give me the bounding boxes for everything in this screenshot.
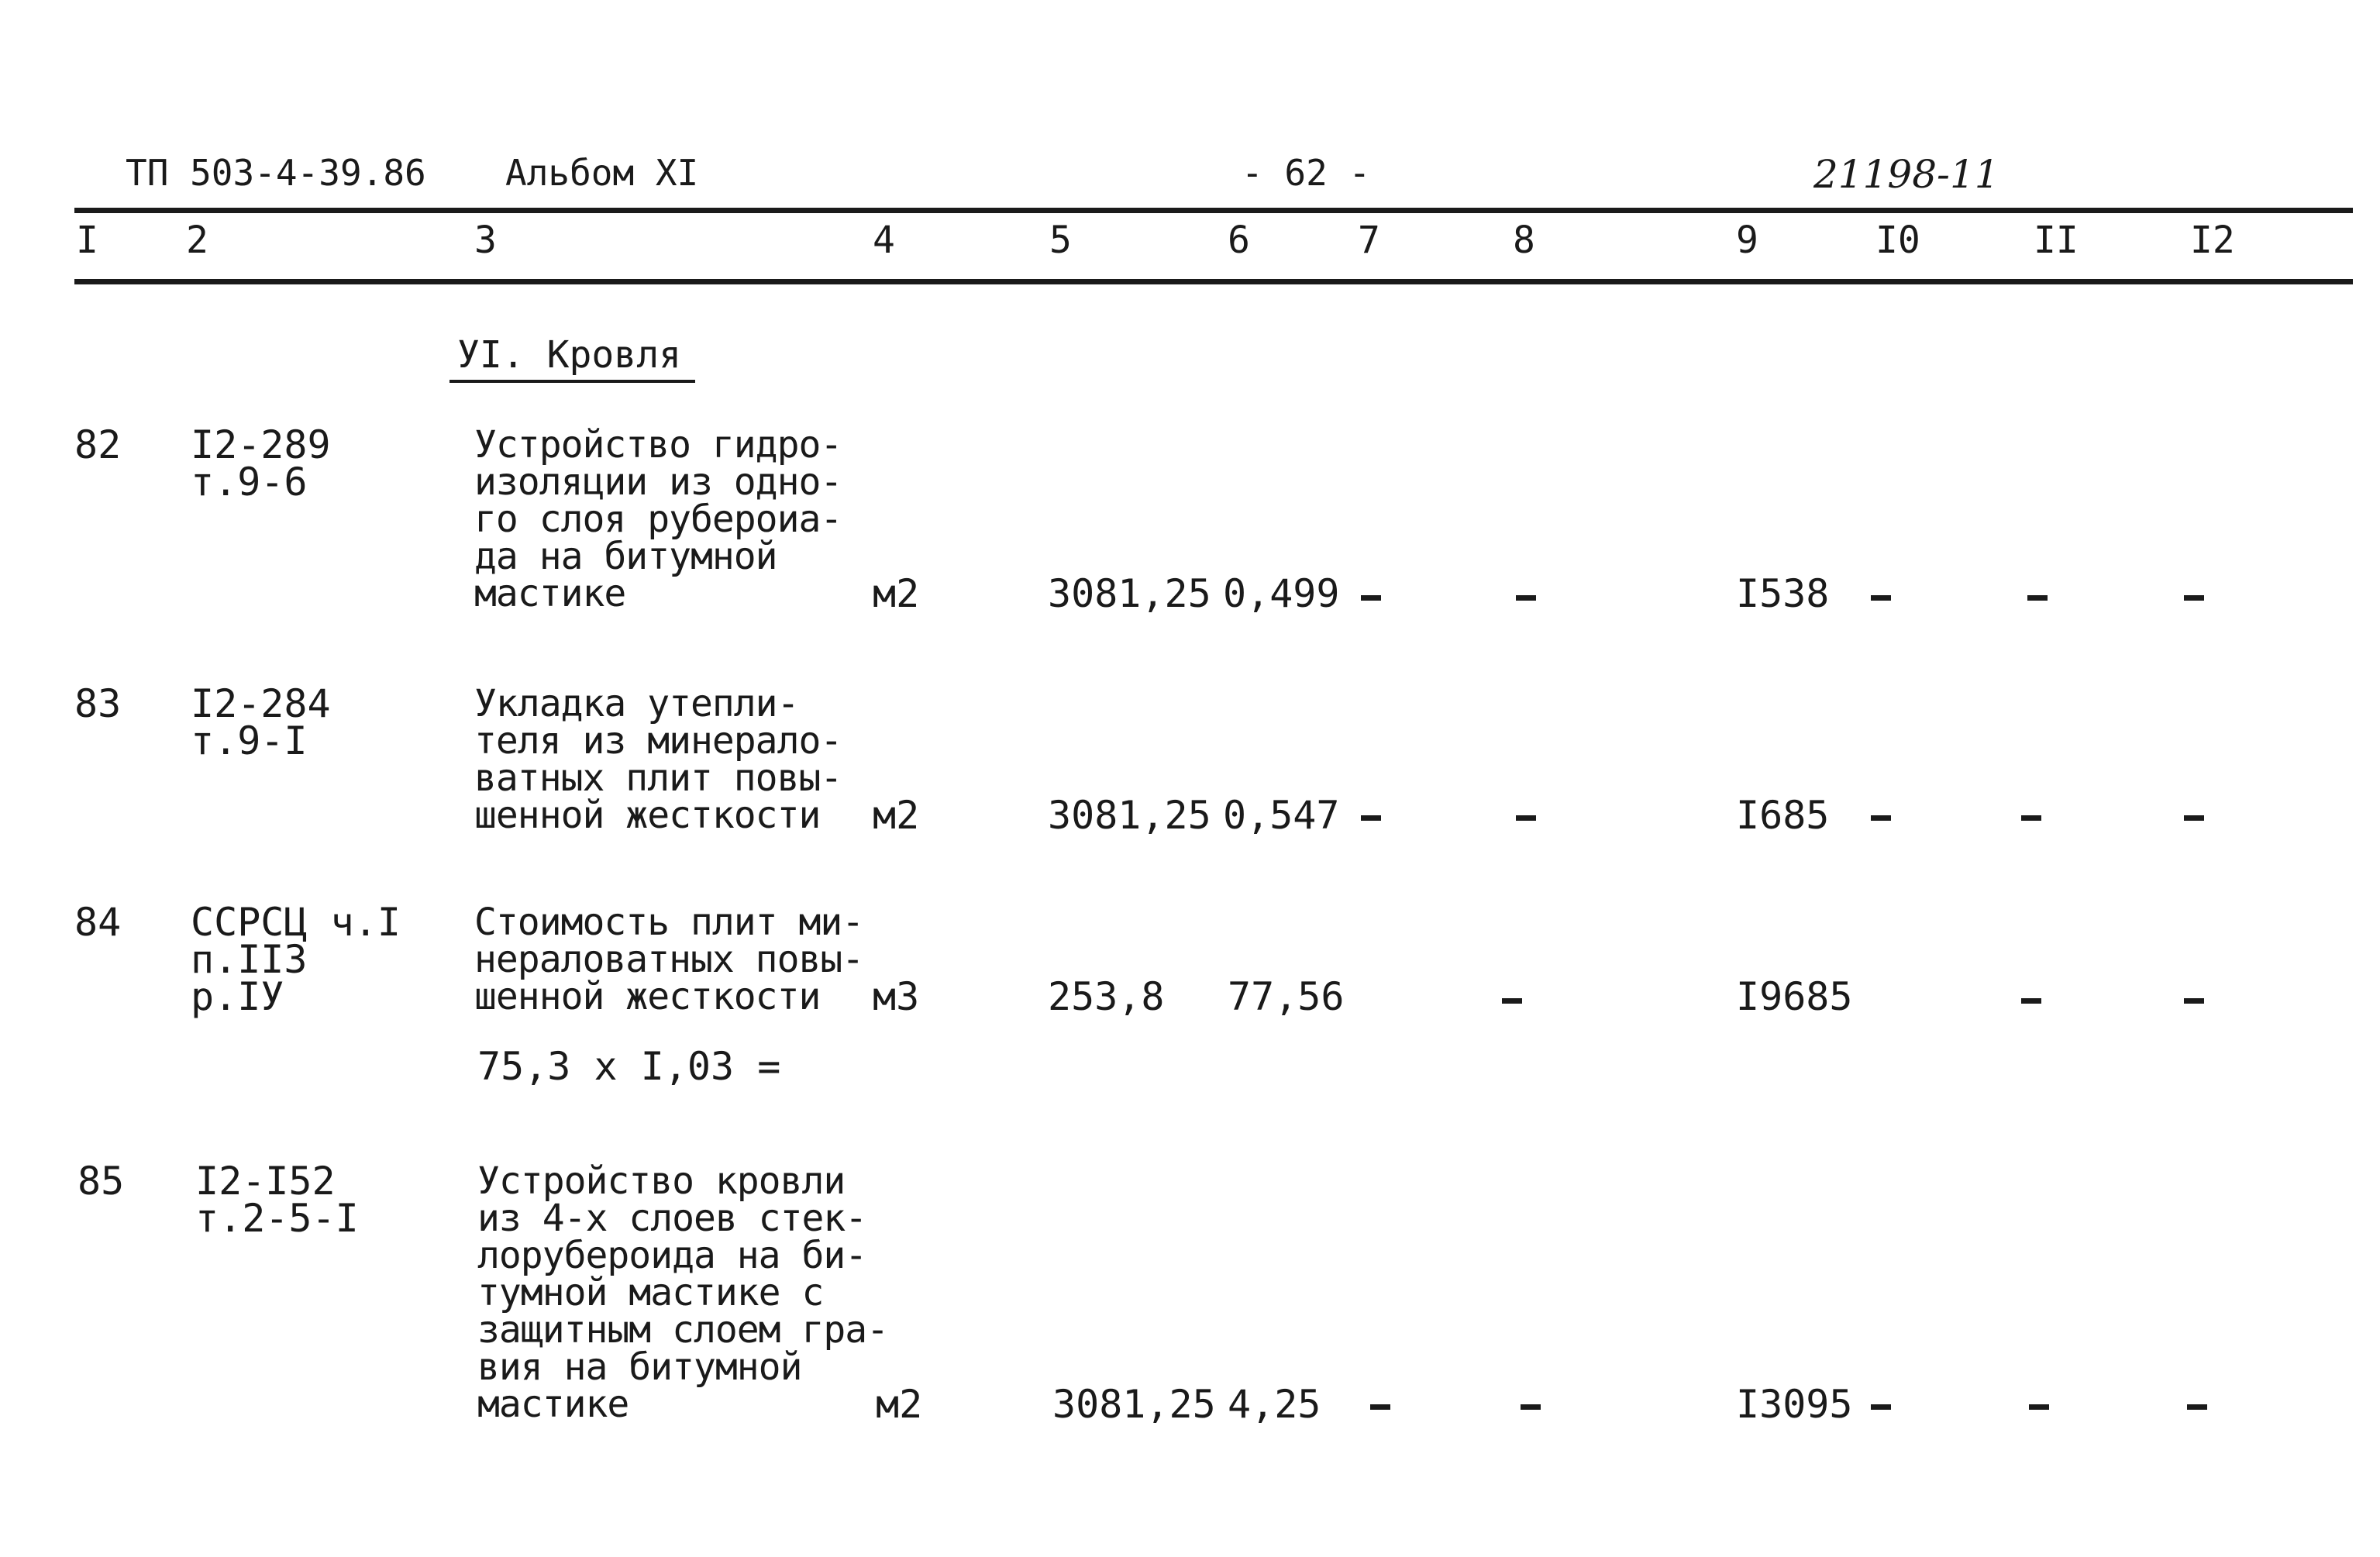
row-code: ССРСЦ ч.I п.II3 р.IУ xyxy=(191,900,401,1019)
dash-col8 xyxy=(1516,815,1536,821)
dash-col10 xyxy=(1871,1404,1891,1410)
row-total: I3095 xyxy=(1736,1382,1853,1427)
row-unit-price: 0,547 xyxy=(1223,793,1340,838)
row-quantity: 3081,25 xyxy=(1052,1382,1216,1427)
row-number: 84 xyxy=(74,900,122,945)
row-number: 85 xyxy=(77,1159,125,1204)
row-quantity: 3081,25 xyxy=(1048,571,1211,616)
row-quantity: 253,8 xyxy=(1048,974,1165,1019)
page-number: - 62 - xyxy=(1242,152,1371,194)
header-rule-top xyxy=(74,208,2353,213)
column-number: 4 xyxy=(873,219,895,262)
row-total: I685 xyxy=(1736,793,1830,838)
dash-col12 xyxy=(2184,998,2204,1004)
row-code: I2-289 т.9-6 xyxy=(191,422,331,505)
column-number: 8 xyxy=(1513,219,1535,262)
dash-col7 xyxy=(1370,1404,1390,1410)
dash-col7 xyxy=(1361,595,1381,601)
dash-col11 xyxy=(2029,1404,2049,1410)
column-number: 7 xyxy=(1358,219,1380,262)
header-rule-bottom xyxy=(74,279,2353,284)
dash-col8 xyxy=(1516,595,1536,601)
dash-col8 xyxy=(1521,1404,1541,1410)
row-total: I9685 xyxy=(1736,974,1853,1019)
row-description: Устройство кровли из 4-х слоев стек- лорубероида на би- тумной мастике с защитным слоем гра- вия на битумной мастике xyxy=(477,1159,889,1426)
dash-col12 xyxy=(2184,815,2204,821)
dash-col10 xyxy=(1871,595,1891,601)
dash-col7 xyxy=(1361,815,1381,821)
row-code: I2-I52 т.2-5-I xyxy=(195,1159,359,1241)
column-number: I xyxy=(76,219,98,262)
row-formula: 75,3 x I,03 = xyxy=(477,1044,781,1089)
row-description: Стоимость плит ми- нераловатных повы- шенной жесткости xyxy=(474,901,864,1018)
column-number: I2 xyxy=(2190,219,2235,262)
dash-col12 xyxy=(2184,595,2204,601)
row-quantity: 3081,25 xyxy=(1048,793,1211,838)
album-number: Альбом XI xyxy=(505,152,699,194)
row-unit: м3 xyxy=(873,974,920,1019)
row-unit: м2 xyxy=(873,793,920,838)
row-unit: м2 xyxy=(873,571,920,616)
row-description: Укладка утепли- теля из минерало- ватных плит повы- шенной жесткости xyxy=(474,682,842,837)
row-code: I2-284 т.9-I xyxy=(191,681,331,763)
dash-col11 xyxy=(2021,998,2041,1004)
row-unit-price: 77,56 xyxy=(1228,974,1345,1019)
project-code: ТП 503-4-39.86 xyxy=(126,152,426,194)
row-description: Устройство гидро- изоляции из одно- го слоя рубероиа- да на битумной мастике xyxy=(474,423,842,615)
handwritten-code: 21198-11 xyxy=(1813,152,1999,197)
dash-col10 xyxy=(1871,815,1891,821)
column-number: 5 xyxy=(1049,219,1072,262)
column-number: 6 xyxy=(1228,219,1250,262)
row-number: 82 xyxy=(74,422,122,467)
column-number: 2 xyxy=(186,219,208,262)
dash-col12 xyxy=(2187,1404,2207,1410)
dash-col11 xyxy=(2021,815,2041,821)
dash-col11 xyxy=(2027,595,2048,601)
column-number: 3 xyxy=(474,219,497,262)
column-number: 9 xyxy=(1736,219,1758,262)
row-unit: м2 xyxy=(876,1382,923,1427)
section-title: УI. Кровля xyxy=(449,333,695,383)
row-number: 83 xyxy=(74,681,122,726)
column-number: I0 xyxy=(1875,219,1920,262)
column-number: II xyxy=(2034,219,2079,262)
row-unit-price: 0,499 xyxy=(1223,571,1340,616)
row-total: I538 xyxy=(1736,571,1830,616)
dash-col8 xyxy=(1502,998,1522,1004)
row-unit-price: 4,25 xyxy=(1228,1382,1321,1427)
